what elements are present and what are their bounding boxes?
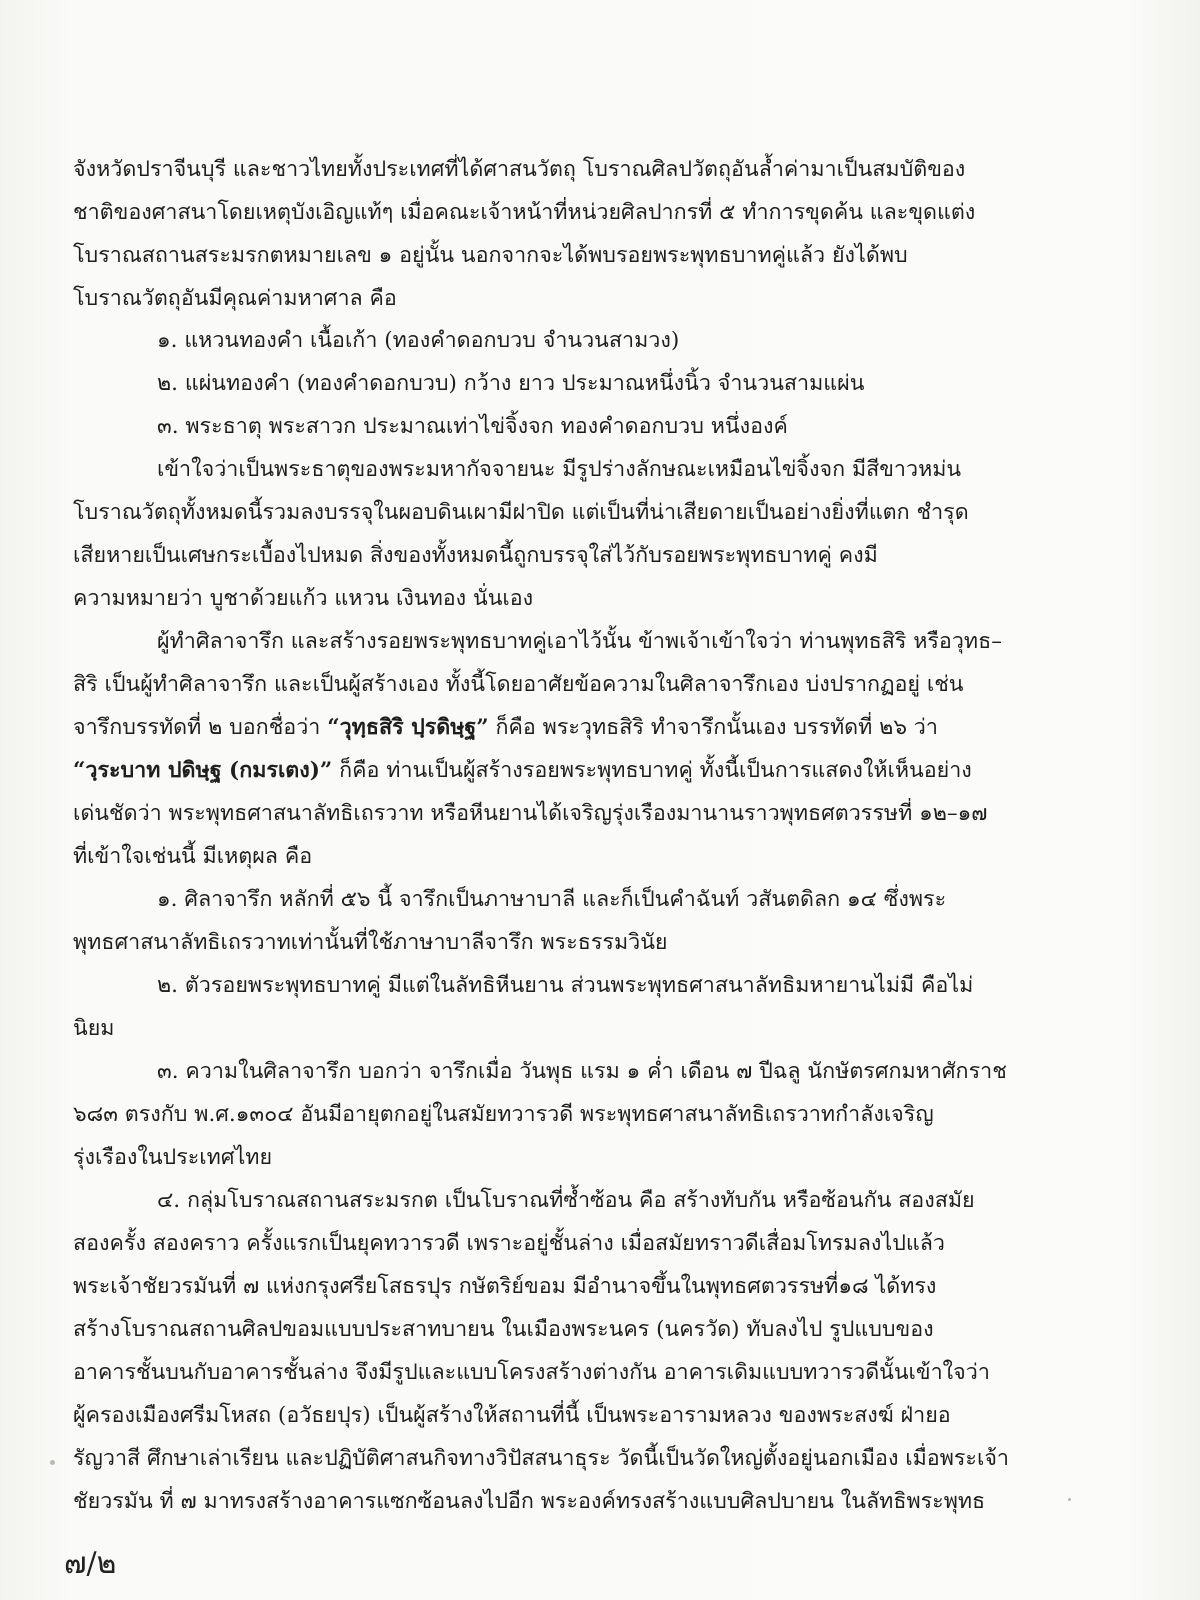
text-line: เข้าใจว่าเป็นพระธาตุของพระมหากัจจายนะ มีรูปร่างลักษณะเหมือนไข่จิ้งจก มีสีขาวหม่น xyxy=(157,457,962,482)
text-line: จังหวัดปราจีนบุรี และชาวไทยทั้งประเทศที่ได้ศาสนวัตถุ โบราณศิลปวัตถุอันล้ำค่ามาเป็นสมบัติของ xyxy=(73,157,966,182)
text-line: สร้างโบราณสถานศิลปขอมแบบประสาทบายน ในเมืองพระนคร (นครวัด) ทับลงไป รูปแบบของ xyxy=(73,1317,934,1342)
list-item: ๑. แหวนทองคำ เนื้อเก้า (ทองคำดอกบวบ จำนวนสามวง) xyxy=(157,328,680,353)
text-line: ความหมายว่า บูชาด้วยแก้ว แหวน เงินทอง นั่นเอง xyxy=(73,586,534,611)
text-fragment: จารึกบรรทัดที่ ๒ บอกชื่อว่า xyxy=(73,715,321,740)
list-item: ๔. กลุ่มโบราณสถานสระมรกต เป็นโบราณที่ซ้ำซ้อน คือ สร้างทับกัน หรือซ้อนกัน สองสมัย xyxy=(157,1188,975,1213)
text-line: ชัยวรมัน ที่ ๗ มาทรงสร้างอาคารแซกซ้อนลงไปอีก พระองค์ทรงสร้างแบบศิลปบายน ในลัทธิพระพุทธ xyxy=(73,1489,986,1514)
text-line: อาคารชั้นบนกับอาคารชั้นล่าง จึงมีรูปและแบบโครงสร้างต่างกัน อาคารเดิมแบบทวารวดีนั้นเข้าใจว่า xyxy=(73,1360,990,1385)
text-line: รุ่งเรืองในประเทศไทย xyxy=(73,1145,273,1170)
text-line: สองครั้ง สองคราว ครั้งแรกเป็นยุคทวารวดี เพราะอยู่ชั้นล่าง เมื่อสมัยทราวดีเสื่อมโทรมลงไปแล้ว xyxy=(73,1231,945,1256)
text-line: ผู้ทำศิลาจารึก และสร้างรอยพระพุทธบาทคู่เอาไว้นั้น ข้าพเจ้าเข้าใจว่า ท่านพุทธสิริ หรือวุทธ– xyxy=(157,629,1002,654)
text-line: ผู้ครองเมืองศรีมโหสถ (อวัธยปุร) เป็นผู้สร้างให้สถานที่นี้ เป็นพระอารามหลวง ของพระสงฆ์ ฝ่ายอ xyxy=(73,1403,951,1428)
text-line: เสียหายเป็นเศษกระเบื้องไปหมด สิ่งของทั้งหมดนี้ถูกบรรจุใส่ไว้กับรอยพระพุทธบาทคู่ คงมี xyxy=(73,543,878,568)
text-line: ๖๘๓ ตรงกับ พ.ศ.๑๓๐๔ อันมีอายุตกอยู่ในสมัยทวารวดี พระพุทธศาสนาลัทธิเถรวาทกำลังเจริญ xyxy=(73,1102,934,1127)
text-line xyxy=(73,711,938,745)
page-number: ๗/๒ xyxy=(64,1546,117,1581)
text-line: นิยม xyxy=(73,1016,115,1041)
text-line: ชาติของศาสนาโดยเหตุบังเอิญแท้ๆ เมื่อคณะเจ้าหน้าที่หน่วยศิลปากรที่ ๕ ทำการขุดค้น และขุดแต่ง xyxy=(73,200,976,225)
text-line: โบราณวัตถุทั้งหมดนี้รวมลงบรรจุในผอบดินเผามีฝาปิด แต่เป็นที่น่าเสียดายเป็นอย่างยิ่งที่แตก ชำรุด xyxy=(73,500,969,525)
list-item: ๑. ศิลาจารึก หลักที่ ๕๖ นี้ จารึกเป็นภาษาบาลี และก็เป็นคำฉันท์ วสันตดิลก ๑๔ ซึ่งพระ xyxy=(157,887,947,912)
text-line: สิริ เป็นผู้ทำศิลาจารึก และเป็นผู้สร้างเอง ทั้งนี้โดยอาศัยข้อความในศิลาจารึกเอง บ่งปรากฏอยู่ เช่น xyxy=(73,672,964,697)
text-line: เด่นชัดว่า พระพุทธศาสนาลัทธิเถรวาท หรือหีนยานได้เจริญรุ่งเรืองมานานราวพุทธศตวรรษที่ ๑๒–๑๗ xyxy=(73,801,988,826)
scan-speck xyxy=(50,1460,55,1465)
text-line: รัญวาสี ศึกษาเล่าเรียน และปฏิบัติศาสนกิจทางวิปัสสนาธุระ วัดนี้เป็นวัดใหญ่ตั้งอยู่นอกเมือง เมื่อพระเจ้า xyxy=(73,1446,1009,1471)
text-line: พุทธศาสนาลัทธิเถรวาทเท่านั้นที่ใช้ภาษาบาลีจารึก พระธรรมวินัย xyxy=(73,930,668,955)
list-item: ๓. พระธาตุ พระสาวก ประมาณเท่าไข่จิ้งจก ทองคำดอกบวบ หนึ่งองค์ xyxy=(157,414,788,439)
inscription-quote-1: “วุทฺธสิริ ปฺรดิษฺฐ” xyxy=(327,715,489,740)
text-line: ที่เข้าใจเช่นนี้ มีเหตุผล คือ xyxy=(73,844,313,869)
list-item: ๒. ตัวรอยพระพุทธบาทคู่ มีแต่ในลัทธิหีนยาน ส่วนพระพุทธศาสนาลัทธิมหายานไม่มี คือไม่ xyxy=(157,973,974,998)
text-line xyxy=(73,754,972,788)
text-line: โบราณวัตถุอันมีคุณค่ามหาศาล คือ xyxy=(73,286,397,311)
text-line: โบราณสถานสระมรกตหมายเลข ๑ อยู่นั้น นอกจากจะได้พบรอยพระพุทธบาทคู่แล้ว ยังได้พบ xyxy=(73,243,908,268)
scan-speck xyxy=(1068,1498,1071,1501)
list-item: ๒. แผ่นทองคำ (ทองคำดอกบวบ) กว้าง ยาว ประมาณหนึ่งนิ้ว จำนวนสามแผ่น xyxy=(157,371,865,396)
text-fragment: ก็คือ ท่านเป็นผู้สร้างรอยพระพุทธบาทคู่ ทั้งนี้เป็นการแสดงให้เห็นอย่าง xyxy=(339,758,972,783)
text-line: พระเจ้าชัยวรมันที่ ๗ แห่งกรุงศรียโสธรปุร กษัตริย์ขอม มีอำนาจขึ้นในพุทธศตวรรษที่๑๘ ได้ทรง xyxy=(73,1274,937,1299)
list-item: ๓. ความในศิลาจารึก บอกว่า จารึกเมื่อ วันพุธ แรม ๑ ค่ำ เดือน ๗ ปีฉลู นักษัตรศกมหาศักราช xyxy=(157,1059,1007,1084)
inscription-quote-2: “วฺระบาท ปดิษฺฐ (กมรเตง)” xyxy=(73,758,333,783)
text-fragment: ก็คือ พระวุทธสิริ ทำจารึกนั้นเอง บรรทัดที่ ๒๖ ว่า xyxy=(495,715,938,740)
